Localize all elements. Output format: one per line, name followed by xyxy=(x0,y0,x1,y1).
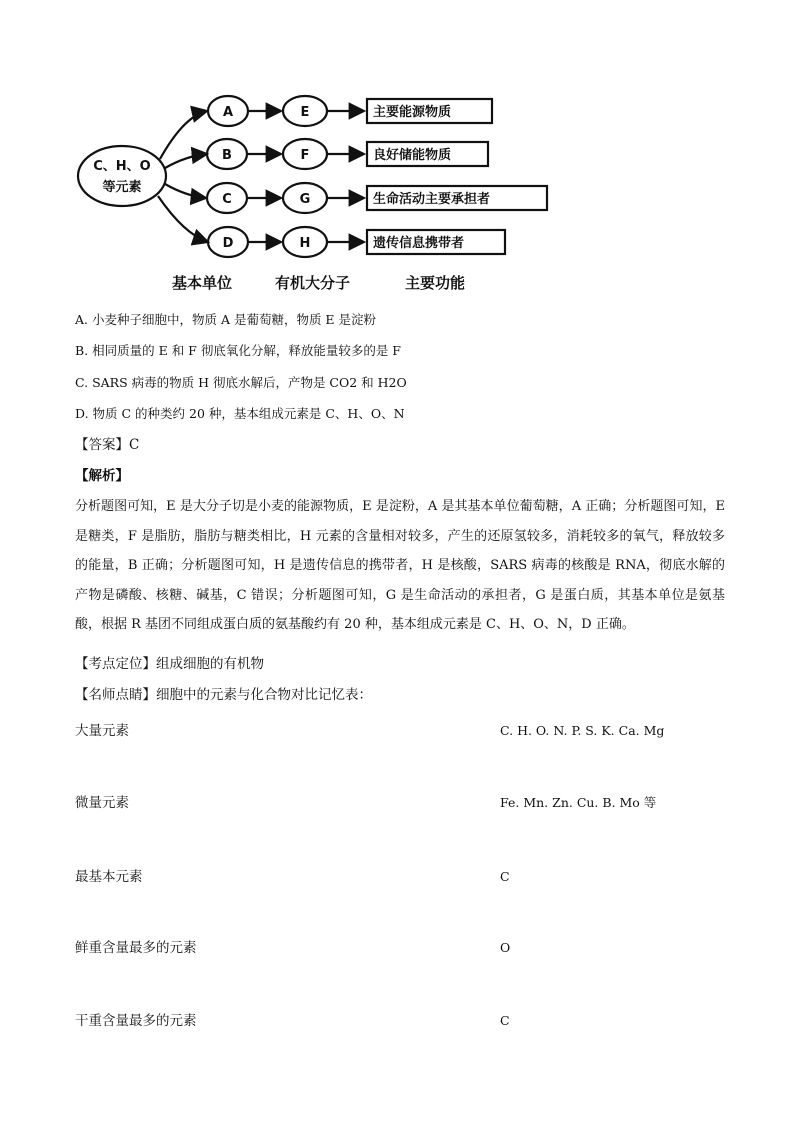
table-value: C xyxy=(500,869,510,884)
column-header-functions: 主要功能 xyxy=(405,274,466,292)
option-a: A. 小麦种子细胞中，物质 A 是葡萄糖，物质 E 是淀粉 xyxy=(75,312,377,327)
table-value: C. H. O. N. P. S. K. Ca. Mg xyxy=(500,723,665,738)
table-key: 鲜重含量最多的元素 xyxy=(75,940,197,956)
source-label-line2: 等元素 xyxy=(102,180,142,195)
macro-label-h: H xyxy=(299,236,311,251)
answer-line: 【答案】C xyxy=(75,437,140,453)
branch-line-b xyxy=(165,154,207,168)
unit-label-b: B xyxy=(222,148,232,163)
table-key: 最基本元素 xyxy=(75,869,143,885)
mingshi-line: 【名师点睛】细胞中的元素与化合物对比记忆表： xyxy=(75,687,372,703)
option-c: C. SARS 病毒的物质 H 彻底水解后，产物是 CO2 和 H2O xyxy=(75,375,407,390)
branch-line-c xyxy=(165,184,206,198)
kaodian-line: 【考点定位】组成细胞的有机物 xyxy=(75,656,264,672)
analysis-heading: 【解析】 xyxy=(75,468,129,484)
macro-label-g: G xyxy=(299,192,311,207)
branch-line-d xyxy=(158,196,208,242)
table-key: 微量元素 xyxy=(75,795,129,811)
table-key: 大量元素 xyxy=(75,723,129,739)
table-row xyxy=(75,938,715,958)
table-value: C xyxy=(500,1013,510,1028)
macro-label-f: F xyxy=(300,148,310,163)
source-label-line1: C、H、O xyxy=(93,159,151,174)
table-row xyxy=(75,793,715,813)
function-label-e: 主要能源物质 xyxy=(373,105,452,120)
branch-line-a xyxy=(160,111,207,159)
column-header-units: 基本单位 xyxy=(172,274,233,292)
function-label-f: 良好储能物质 xyxy=(373,148,452,163)
analysis-text: 分析题图可知，E 是大分子切是小麦的能源物质，E 是淀粉，A 是其基本单位葡萄糖，A 正确；分析题图可知，E 是糖类，F 是脂肪，脂肪与糖类相比，H 元素的含量相对较多，产生的还原氢较多，消耗较多的氧气，释放较多的能量，B 正确；分析题图可知，H 是遗传信息的携带者，H 是核酸，SARS 病毒的核酸是 RNA，彻底水解的产物是磷酸、核糖、碱基，C 错误；分析题图可知，G 是生命活动的承担者，G 是蛋白质，其基本单位是氨基酸，根据 R 基团不同组成蛋白质的氨基酸约有 20 种，基本组成元素是 C、H、O、N，D 正确。 xyxy=(75,499,725,633)
table-value: O xyxy=(500,940,511,955)
function-label-h: 遗传信息携带者 xyxy=(373,236,465,251)
unit-label-d: D xyxy=(222,236,234,251)
table-value: Fe. Mn. Zn. Cu. B. Mo 等 xyxy=(500,795,657,810)
table-key: 干重含量最多的元素 xyxy=(75,1013,197,1029)
column-header-macromolecules: 有机大分子 xyxy=(275,274,351,292)
element-source-ellipse xyxy=(78,146,166,206)
table-row xyxy=(75,867,715,887)
option-d: D. 物质 C 的种类约 20 种，基本组成元素是 C、H、O、N xyxy=(75,406,405,421)
biomolecule-diagram xyxy=(74,84,554,296)
unit-label-c: C xyxy=(222,192,232,207)
function-label-g: 生命活动主要承担者 xyxy=(373,192,491,207)
table-row xyxy=(75,721,715,741)
option-b: B. 相同质量的 E 和 F 彻底氧化分解，释放能量较多的是 F xyxy=(75,343,401,358)
macro-label-e: E xyxy=(300,105,310,120)
unit-label-a: A xyxy=(222,105,234,120)
table-row xyxy=(75,1011,715,1031)
